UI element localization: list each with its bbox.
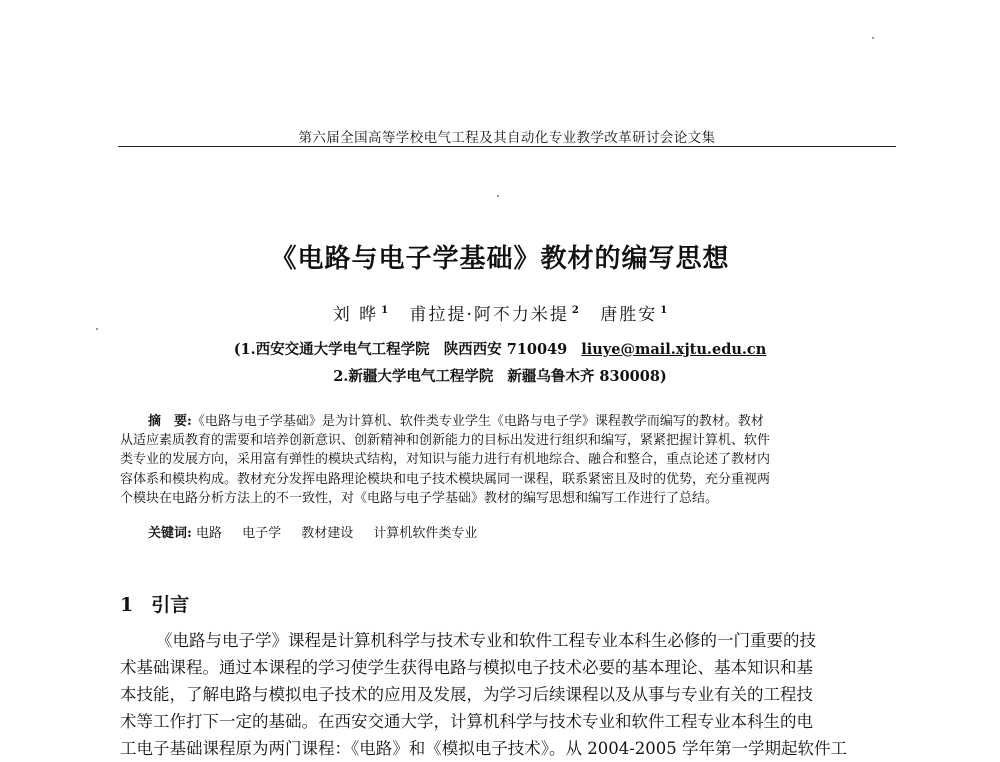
body-line: 本技能，了解电路与模拟电子技术的应用及发展，为学习后续课程以及从事与专业有关的工程技 [120,685,813,704]
abstract-line: 容体系和模块构成。教材充分发挥电路理论模块和电子技术模块属同一课程，联系紧密且及时的优势，充分重视两 [120,471,771,487]
affiliation-org: 2.新疆大学电气工程学院 [333,368,494,385]
affiliation-place: 陕西西安 710049 [443,341,568,358]
abstract-text: 《电路与电子学基础》是为计算机、软件类专业学生《电路与电子学》课程教学而编写的教材。教材 [191,414,764,429]
body-line: 术等工作打下一定的基础。在西安交通大学，计算机科学与技术专业和软件工程专业本科生的电 [120,712,813,731]
affiliation-org: (1.西安交通大学电气工程学院 [233,341,430,358]
scan-speck [872,37,874,39]
keyword: 电路 [195,526,222,541]
body-line: 《电路与电子学》课程是计算机科学与技术专业和软件工程专业本科生必修的一门重要的技 [156,631,816,650]
affiliation-place: 新疆乌鲁木齐 830008) [507,368,667,385]
author-affiliation-mark: 2 [571,305,579,317]
paper-title: 《电路与电子学基础》教材的编写思想 [270,244,730,274]
keyword: 电子学 [242,526,282,541]
affiliation-line-2 [0,365,1000,386]
body-paragraph [120,627,895,762]
body-line: 术基础课程。通过本课程的学习使学生获得电路与模拟电子技术必要的基本理论、基本知识和基 [120,658,813,677]
author [410,305,579,325]
abstract-line: 类专业的发展方向，采用富有弹性的模块式结构，对知识与能力进行有机地综合、融合和整合，重点论述了教材内 [120,452,771,468]
keywords [148,522,493,541]
section-heading [120,590,189,617]
author-name: 刘 晔 [332,305,379,325]
author-affiliation-mark: 1 [660,305,668,317]
affiliation-line-1 [0,338,1000,359]
abstract-line: 从适应素质教育的需要和培养创新意识、创新精神和创新能力的目标出发进行组织和编写，紧紧把握计算机、软件 [120,433,771,449]
author-list [0,300,1000,325]
author-affiliation-mark: 1 [381,305,389,317]
header-rule [118,146,896,147]
author-email: liuye@mail.xjtu.edu.cn [581,341,767,358]
running-header: 第六届全国高等学校电气工程及其自动化专业教学改革研讨会论文集 [298,130,716,146]
keywords-label: 关键词: [148,526,192,541]
author [600,305,667,325]
abstract [120,412,893,508]
keyword: 教材建设 [301,526,354,541]
abstract-line [120,412,893,431]
keyword: 计算机软件类专业 [373,526,478,541]
author-name: 甫拉提·阿不力米提 [409,305,569,325]
author [333,305,388,325]
scan-speck [96,328,98,330]
section-title: 引言 [151,594,190,616]
abstract-line: 个模块在电路分析方法上的不一致性，对《电路与电子学基础》教材的编写思想和编写工作进行了总结。 [120,490,719,506]
body-line: 工电子基础课程原为两门课程：《电路》和《模拟电子技术》。从 2004-2005 学年第一学期起软件工 [120,739,848,758]
section-number: 1 [120,594,134,616]
scan-speck [497,195,499,197]
abstract-label: 摘 要: [148,414,192,429]
author-name: 唐胜安 [600,305,658,325]
